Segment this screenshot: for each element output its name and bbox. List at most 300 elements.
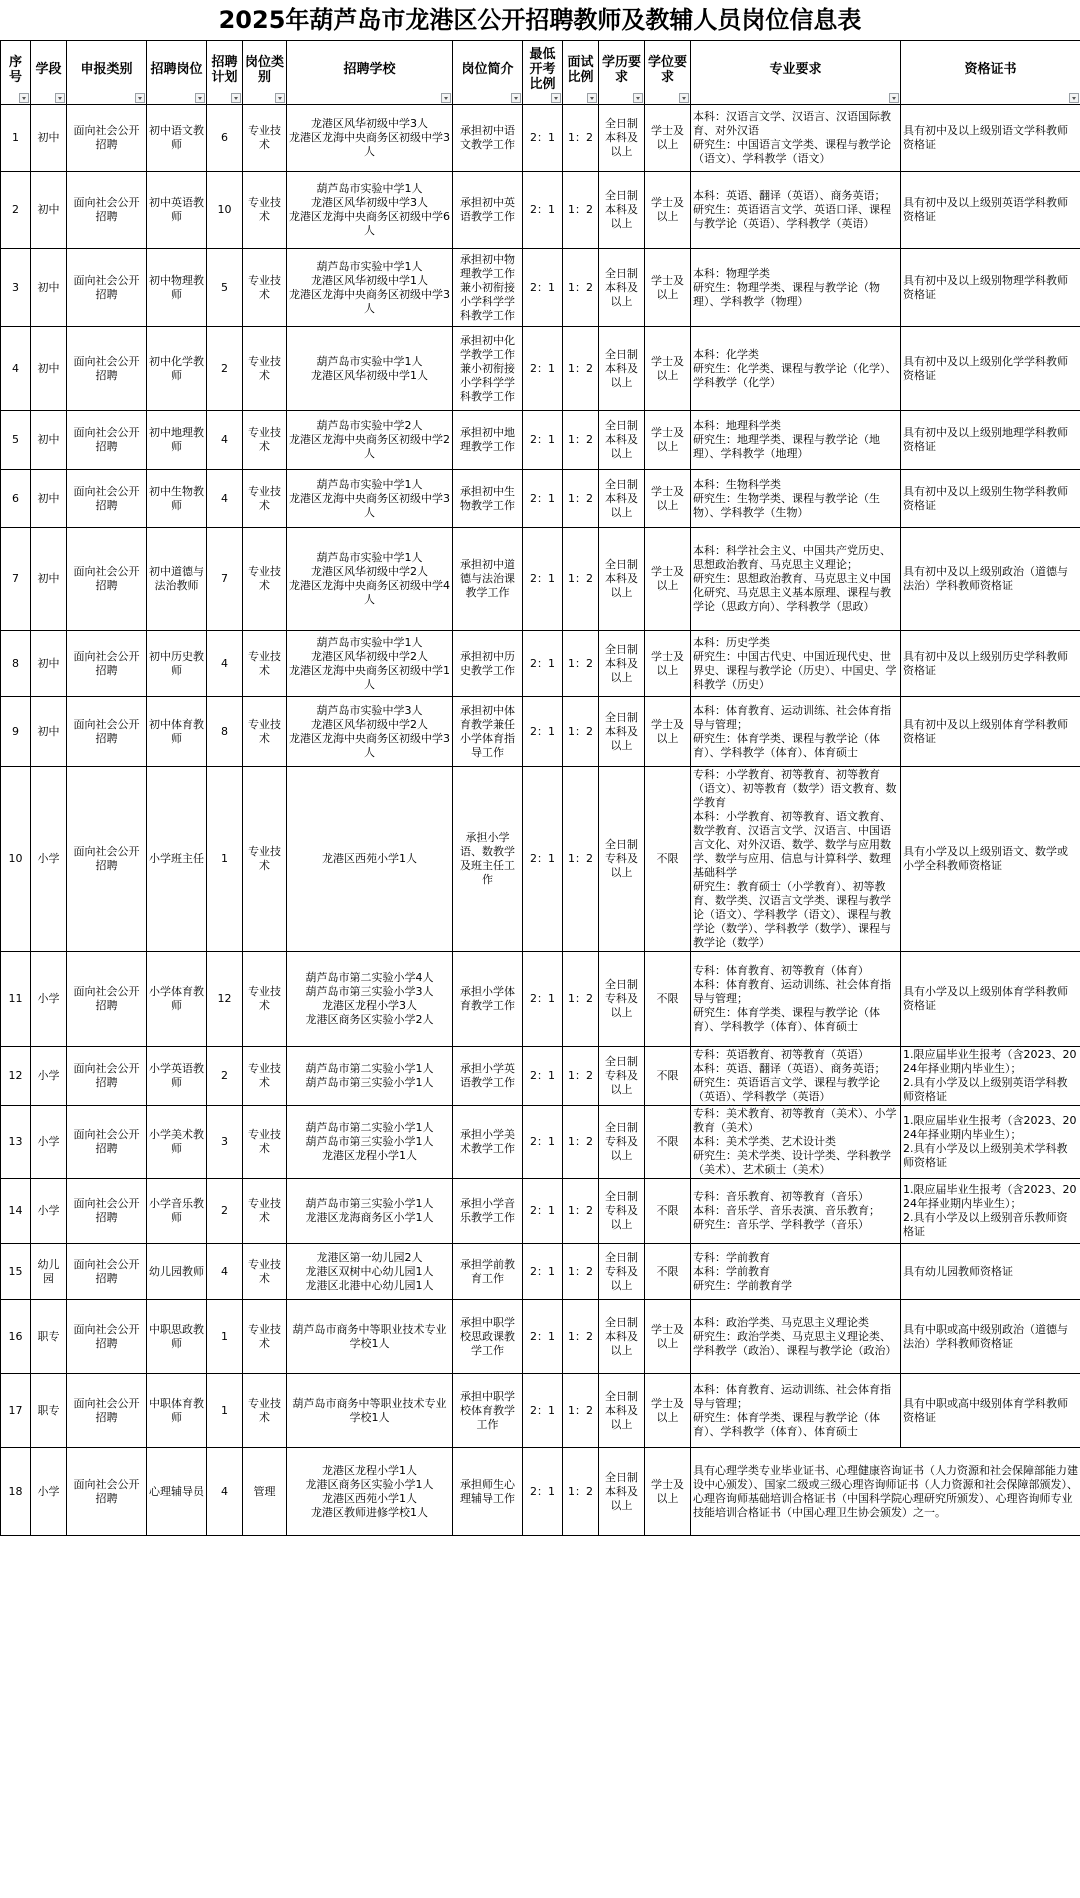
dropdown-filter-icon[interactable] [551, 93, 561, 103]
table-row [1, 1244, 1080, 1300]
table-row [1, 172, 1080, 249]
post-type-cell: 专业技术 [243, 249, 287, 327]
row-number: 13 [1, 1106, 31, 1179]
column-header [147, 41, 207, 105]
intro-cell: 承担初中化学教学工作兼小初衔接小学科学学科教学工作 [453, 327, 523, 411]
column-header-label: 招聘岗位 [150, 62, 203, 77]
intro-cell: 承担初中英语教学工作 [453, 172, 523, 249]
category-cell: 面向社会公开招聘 [67, 1106, 147, 1179]
interview-ratio-cell: 1：2 [563, 767, 599, 952]
school-cell: 葫芦岛市实验中学2人 龙港区龙海中央商务区初级中学2人 [287, 411, 453, 470]
table-row [1, 1047, 1080, 1106]
degree-cell: 学士及以上 [645, 249, 691, 327]
table-row [1, 1448, 1080, 1536]
interview-ratio-cell: 1：2 [563, 1300, 599, 1374]
major-cell: 本科：体育教育、运动训练、社会体育指导与管理； 研究生：体育学类、课程与教学论（体育）、学科教学（体育）、体育硕士 [691, 1374, 901, 1448]
category-cell: 面向社会公开招聘 [67, 952, 147, 1047]
school-cell: 龙港区第一幼儿园2人 龙港区双树中心幼儿园1人 龙港区北港中心幼儿园1人 [287, 1244, 453, 1300]
dropdown-filter-icon[interactable] [511, 93, 521, 103]
stage-cell: 初中 [31, 249, 67, 327]
plan-cell: 2 [207, 1179, 243, 1244]
column-header-label: 学历要求 [601, 54, 641, 85]
min-ratio-cell: 2：1 [523, 1179, 563, 1244]
row-number: 2 [1, 172, 31, 249]
degree-cell: 学士及以上 [645, 411, 691, 470]
post-type-cell: 管理 [243, 1448, 287, 1536]
major-cell: 专科：体育教育、初等教育（体育） 本科：体育教育、运动训练、社会体育指导与管理； 研究生：体育学类、课程与教学论（体育）、学科教学（体育）、体育硕士 [691, 952, 901, 1047]
degree-cell: 学士及以上 [645, 697, 691, 767]
certificate-cell: 1.限应届毕业生报考（含2023、2024年择业期内毕业生）； 2.具有小学及以上级别音乐教师资格证 [901, 1179, 1080, 1244]
education-cell: 全日制本科及以上 [599, 1374, 645, 1448]
intro-cell: 承担中职学校思政课教学工作 [453, 1300, 523, 1374]
row-number: 7 [1, 528, 31, 631]
column-header-label: 申报类别 [80, 62, 133, 77]
major-certificate-cell: 具有心理学类专业毕业证书、心理健康咨询证书（人力资源和社会保障部能力建设中心颁发）、国家二级或三级心理咨询师证书（人力资源和社会保障部颁发）、心理咨询师基础培训合格证书（中国科学院心理研究所颁发）、心理咨询师专业技能培训合格证书（中国心理卫生协会颁发）之一。 [691, 1448, 1080, 1536]
school-cell: 葫芦岛市第二实验小学4人 葫芦岛市第三实验小学3人 龙港区龙程小学3人 龙港区商务区实验小学2人 [287, 952, 453, 1047]
column-header [243, 41, 287, 105]
column-header [1, 41, 31, 105]
education-cell: 全日制本科及以上 [599, 697, 645, 767]
column-header-label: 专业要求 [769, 62, 822, 77]
education-cell: 全日制本科及以上 [599, 327, 645, 411]
dropdown-filter-icon[interactable] [55, 93, 65, 103]
min-ratio-cell: 2：1 [523, 411, 563, 470]
dropdown-filter-icon[interactable] [19, 93, 29, 103]
school-cell: 龙港区龙程小学1人 龙港区商务区实验小学1人 龙港区西苑小学1人 龙港区教师进修学校1人 [287, 1448, 453, 1536]
table-row [1, 411, 1080, 470]
table-row [1, 1179, 1080, 1244]
column-header [523, 41, 563, 105]
min-ratio-cell: 2：1 [523, 172, 563, 249]
min-ratio-cell: 2：1 [523, 952, 563, 1047]
degree-cell: 不限 [645, 1244, 691, 1300]
dropdown-filter-icon[interactable] [275, 93, 285, 103]
dropdown-filter-icon[interactable] [633, 93, 643, 103]
major-cell: 本科：英语、翻译（英语）、商务英语； 研究生：英语语言文学、英语口译、课程与教学论（英语）、学科教学（英语） [691, 172, 901, 249]
category-cell: 面向社会公开招聘 [67, 1179, 147, 1244]
min-ratio-cell: 2：1 [523, 1244, 563, 1300]
category-cell: 面向社会公开招聘 [67, 470, 147, 528]
dropdown-filter-icon[interactable] [135, 93, 145, 103]
post-type-cell: 专业技术 [243, 631, 287, 697]
row-number: 8 [1, 631, 31, 697]
intro-cell: 承担初中道德与法治课教学工作 [453, 528, 523, 631]
intro-cell: 承担小学体育教学工作 [453, 952, 523, 1047]
stage-cell: 小学 [31, 1448, 67, 1536]
category-cell: 面向社会公开招聘 [67, 327, 147, 411]
plan-cell: 5 [207, 249, 243, 327]
degree-cell: 学士及以上 [645, 1300, 691, 1374]
min-ratio-cell: 2：1 [523, 105, 563, 172]
interview-ratio-cell: 1：2 [563, 411, 599, 470]
plan-cell: 4 [207, 1244, 243, 1300]
school-cell: 葫芦岛市实验中学3人 龙港区风华初级中学2人 龙港区龙海中央商务区初级中学3人 [287, 697, 453, 767]
certificate-cell: 具有中职或高中级别政治（道德与法治）学科教师资格证 [901, 1300, 1080, 1374]
degree-cell: 学士及以上 [645, 1374, 691, 1448]
plan-cell: 4 [207, 470, 243, 528]
category-cell: 面向社会公开招聘 [67, 172, 147, 249]
post-cell: 初中语文教师 [147, 105, 207, 172]
row-number: 6 [1, 470, 31, 528]
category-cell: 面向社会公开招聘 [67, 1374, 147, 1448]
post-cell: 小学班主任 [147, 767, 207, 952]
stage-cell: 初中 [31, 697, 67, 767]
certificate-cell: 1.限应届毕业生报考（含2023、2024年择业期内毕业生）； 2.具有小学及以上级别美术学科教师资格证 [901, 1106, 1080, 1179]
school-cell: 葫芦岛市第二实验小学1人 葫芦岛市第三实验小学1人 [287, 1047, 453, 1106]
dropdown-filter-icon[interactable] [587, 93, 597, 103]
post-type-cell: 专业技术 [243, 1179, 287, 1244]
education-cell: 全日制本科及以上 [599, 105, 645, 172]
table-row [1, 767, 1080, 952]
dropdown-filter-icon[interactable] [231, 93, 241, 103]
column-header [691, 41, 901, 105]
post-cell: 小学美术教师 [147, 1106, 207, 1179]
column-header-label: 学位要求 [647, 54, 687, 85]
interview-ratio-cell: 1：2 [563, 952, 599, 1047]
certificate-cell: 具有中职或高中级别体育学科教师资格证 [901, 1374, 1080, 1448]
plan-cell: 6 [207, 105, 243, 172]
major-cell: 本科：政治学类、马克思主义理论类 研究生：政治学类、马克思主义理论类、学科教学（政治）、课程与教学论（政治） [691, 1300, 901, 1374]
education-cell: 全日制专科及以上 [599, 1047, 645, 1106]
intro-cell: 承担师生心理辅导工作 [453, 1448, 523, 1536]
major-cell: 本科：生物科学类 研究生：生物学类、课程与教学论（生物）、学科教学（生物） [691, 470, 901, 528]
min-ratio-cell: 2：1 [523, 697, 563, 767]
post-type-cell: 专业技术 [243, 952, 287, 1047]
row-number: 11 [1, 952, 31, 1047]
min-ratio-cell: 2：1 [523, 1300, 563, 1374]
major-cell: 本科：化学类 研究生：化学类、课程与教学论（化学）、学科教学（化学） [691, 327, 901, 411]
major-cell: 本科：物理学类 研究生：物理学类、课程与教学论（物理）、学科教学（物理） [691, 249, 901, 327]
degree-cell: 学士及以上 [645, 327, 691, 411]
intro-cell: 承担中职学校体育教学工作 [453, 1374, 523, 1448]
column-header-label: 最低开考比例 [529, 47, 556, 92]
category-cell: 面向社会公开招聘 [67, 1448, 147, 1536]
post-type-cell: 专业技术 [243, 1374, 287, 1448]
intro-cell: 承担初中生物教学工作 [453, 470, 523, 528]
interview-ratio-cell: 1：2 [563, 631, 599, 697]
post-cell: 小学英语教师 [147, 1047, 207, 1106]
table-row [1, 952, 1080, 1047]
column-header [207, 41, 243, 105]
degree-cell: 学士及以上 [645, 470, 691, 528]
stage-cell: 职专 [31, 1300, 67, 1374]
education-cell: 全日制专科及以上 [599, 1106, 645, 1179]
post-type-cell: 专业技术 [243, 1244, 287, 1300]
stage-cell: 初中 [31, 327, 67, 411]
education-cell: 全日制本科及以上 [599, 528, 645, 631]
plan-cell: 1 [207, 767, 243, 952]
post-type-cell: 专业技术 [243, 1106, 287, 1179]
row-number: 1 [1, 105, 31, 172]
post-cell: 初中生物教师 [147, 470, 207, 528]
certificate-cell: 具有初中及以上级别英语学科教师资格证 [901, 172, 1080, 249]
min-ratio-cell: 2：1 [523, 631, 563, 697]
stage-cell: 小学 [31, 1106, 67, 1179]
certificate-cell: 具有初中及以上级别体育学科教师资格证 [901, 697, 1080, 767]
column-header-label: 资格证书 [964, 62, 1017, 77]
interview-ratio-cell: 1：2 [563, 327, 599, 411]
interview-ratio-cell: 1：2 [563, 1106, 599, 1179]
table-row [1, 697, 1080, 767]
row-number: 12 [1, 1047, 31, 1106]
category-cell: 面向社会公开招聘 [67, 1047, 147, 1106]
interview-ratio-cell: 1：2 [563, 1047, 599, 1106]
column-header-label: 面试比例 [567, 54, 594, 85]
stage-cell: 小学 [31, 767, 67, 952]
degree-cell: 不限 [645, 952, 691, 1047]
intro-cell: 承担初中物理教学工作兼小初衔接小学科学学科教学工作 [453, 249, 523, 327]
certificate-cell: 具有初中及以上级别生物学科教师资格证 [901, 470, 1080, 528]
major-cell: 专科：学前教育 本科：学前教育 研究生：学前教育学 [691, 1244, 901, 1300]
row-number: 14 [1, 1179, 31, 1244]
table-row [1, 470, 1080, 528]
plan-cell: 1 [207, 1374, 243, 1448]
table-row [1, 631, 1080, 697]
stage-cell: 初中 [31, 470, 67, 528]
degree-cell: 不限 [645, 1106, 691, 1179]
post-type-cell: 专业技术 [243, 767, 287, 952]
major-cell: 本科：汉语言文学、汉语言、汉语国际教育、对外汉语 研究生：中国语言文学类、课程与教学论（语文）、学科教学（语文） [691, 105, 901, 172]
dropdown-filter-icon[interactable] [679, 93, 689, 103]
major-cell: 专科：音乐教育、初等教育（音乐） 本科：音乐学、音乐表演、音乐教育； 研究生：音乐学、学科教学（音乐） [691, 1179, 901, 1244]
major-cell: 专科：小学教育、初等教育、初等教育（语文）、初等教育（数学）语文教育、数学教育 本科：小学教育、初等教育、语文教育、数学教育、汉语言文学、汉语言、中国语言文化、对外汉语、数学、数学与应用数学、数学与应用、信息与计算科学、数理基础科学 研究生：教育硕士（小学教育）、初等教育、数学类、汉语言文学类、课程与教学论（语文）、学科教学（语文）、课程与教学论（数学）、学科教学（数学）、课程与教学论（数学） [691, 767, 901, 952]
post-type-cell: 专业技术 [243, 411, 287, 470]
post-cell: 小学音乐教师 [147, 1179, 207, 1244]
plan-cell: 7 [207, 528, 243, 631]
stage-cell: 小学 [31, 1047, 67, 1106]
post-type-cell: 专业技术 [243, 1300, 287, 1374]
positions-table [0, 40, 1080, 1536]
page-title: 2025年葫芦岛市龙港区公开招聘教师及教辅人员岗位信息表 [218, 6, 862, 34]
post-cell: 初中英语教师 [147, 172, 207, 249]
category-cell: 面向社会公开招聘 [67, 1300, 147, 1374]
min-ratio-cell: 2：1 [523, 249, 563, 327]
column-header [599, 41, 645, 105]
major-cell: 专科：英语教育、初等教育（英语） 本科：英语、翻译（英语）、商务英语； 研究生：英语语言文学、课程与教学论（英语）、学科教学（英语） [691, 1047, 901, 1106]
degree-cell: 学士及以上 [645, 631, 691, 697]
stage-cell: 初中 [31, 105, 67, 172]
post-cell: 心理辅导员 [147, 1448, 207, 1536]
stage-cell: 幼儿园 [31, 1244, 67, 1300]
certificate-cell: 具有初中及以上级别历史学科教师资格证 [901, 631, 1080, 697]
education-cell: 全日制专科及以上 [599, 952, 645, 1047]
dropdown-filter-icon[interactable] [1069, 93, 1079, 103]
row-number: 18 [1, 1448, 31, 1536]
column-header [287, 41, 453, 105]
post-cell: 幼儿园教师 [147, 1244, 207, 1300]
column-header-label: 岗位简介 [461, 62, 514, 77]
table-row [1, 105, 1080, 172]
major-cell: 专科：美术教育、初等教育（美术）、小学教育（美术） 本科：美术学类、艺术设计类 研究生：美术学类、设计学类、学科教学（美术）、艺术硕士（美术） [691, 1106, 901, 1179]
major-cell: 本科：科学社会主义、中国共产党历史、思想政治教育、马克思主义理论； 研究生：思想政治教育、马克思主义中国化研究、马克思主义基本原理、课程与教学论（思政方向）、学科教学（思政） [691, 528, 901, 631]
intro-cell: 承担小学英语教学工作 [453, 1047, 523, 1106]
post-cell: 初中物理教师 [147, 249, 207, 327]
stage-cell: 小学 [31, 952, 67, 1047]
column-header [563, 41, 599, 105]
min-ratio-cell: 2：1 [523, 1374, 563, 1448]
plan-cell: 4 [207, 631, 243, 697]
dropdown-filter-icon[interactable] [441, 93, 451, 103]
certificate-cell: 1.限应届毕业生报考（含2023、2024年择业期内毕业生）； 2.具有小学及以上级别英语学科教师资格证 [901, 1047, 1080, 1106]
degree-cell: 学士及以上 [645, 172, 691, 249]
interview-ratio-cell: 1：2 [563, 1244, 599, 1300]
dropdown-filter-icon[interactable] [195, 93, 205, 103]
education-cell: 全日制专科及以上 [599, 767, 645, 952]
education-cell: 全日制本科及以上 [599, 172, 645, 249]
education-cell: 全日制本科及以上 [599, 470, 645, 528]
plan-cell: 8 [207, 697, 243, 767]
stage-cell: 初中 [31, 172, 67, 249]
row-number: 10 [1, 767, 31, 952]
plan-cell: 3 [207, 1106, 243, 1179]
plan-cell: 4 [207, 1448, 243, 1536]
stage-cell: 小学 [31, 1179, 67, 1244]
row-number: 3 [1, 249, 31, 327]
stage-cell: 初中 [31, 631, 67, 697]
degree-cell: 不限 [645, 1047, 691, 1106]
post-type-cell: 专业技术 [243, 172, 287, 249]
table-row [1, 249, 1080, 327]
post-cell: 初中地理教师 [147, 411, 207, 470]
intro-cell: 承担初中历史教学工作 [453, 631, 523, 697]
plan-cell: 2 [207, 1047, 243, 1106]
table-row [1, 1106, 1080, 1179]
category-cell: 面向社会公开招聘 [67, 105, 147, 172]
category-cell: 面向社会公开招聘 [67, 631, 147, 697]
degree-cell: 学士及以上 [645, 528, 691, 631]
school-cell: 龙港区风华初级中学3人 龙港区龙海中央商务区初级中学3人 [287, 105, 453, 172]
certificate-cell: 具有初中及以上级别化学学科教师资格证 [901, 327, 1080, 411]
post-cell: 中职思政教师 [147, 1300, 207, 1374]
plan-cell: 12 [207, 952, 243, 1047]
category-cell: 面向社会公开招聘 [67, 411, 147, 470]
interview-ratio-cell: 1：2 [563, 172, 599, 249]
degree-cell: 不限 [645, 767, 691, 952]
certificate-cell: 具有小学及以上级别语文、数学或小学全科教师资格证 [901, 767, 1080, 952]
school-cell: 葫芦岛市实验中学1人 龙港区风华初级中学1人 龙港区龙海中央商务区初级中学3人 [287, 249, 453, 327]
interview-ratio-cell: 1：2 [563, 249, 599, 327]
column-header-label: 招聘计划 [211, 54, 238, 85]
certificate-cell: 具有初中及以上级别地理学科教师资格证 [901, 411, 1080, 470]
dropdown-filter-icon[interactable] [889, 93, 899, 103]
education-cell: 全日制本科及以上 [599, 631, 645, 697]
school-cell: 葫芦岛市第二实验小学1人 葫芦岛市第三实验小学1人 龙港区龙程小学1人 [287, 1106, 453, 1179]
column-header-label: 岗位类别 [245, 54, 285, 85]
post-type-cell: 专业技术 [243, 327, 287, 411]
education-cell: 全日制本科及以上 [599, 1448, 645, 1536]
intro-cell: 承担初中地理教学工作 [453, 411, 523, 470]
education-cell: 全日制专科及以上 [599, 1244, 645, 1300]
intro-cell: 承担学前教育工作 [453, 1244, 523, 1300]
interview-ratio-cell: 1：2 [563, 528, 599, 631]
degree-cell: 学士及以上 [645, 105, 691, 172]
table-row [1, 327, 1080, 411]
post-type-cell: 专业技术 [243, 105, 287, 172]
certificate-cell: 具有小学及以上级别体育学科教师资格证 [901, 952, 1080, 1047]
column-header-label: 序号 [8, 54, 22, 85]
certificate-cell: 具有幼儿园教师资格证 [901, 1244, 1080, 1300]
min-ratio-cell: 2：1 [523, 528, 563, 631]
plan-cell: 10 [207, 172, 243, 249]
school-cell: 葫芦岛市实验中学1人 龙港区龙海中央商务区初级中学3人 [287, 470, 453, 528]
school-cell: 葫芦岛市实验中学1人 龙港区风华初级中学1人 [287, 327, 453, 411]
education-cell: 全日制本科及以上 [599, 411, 645, 470]
intro-cell: 承担小学语、数教学及班主任工作 [453, 767, 523, 952]
intro-cell: 承担小学音乐教学工作 [453, 1179, 523, 1244]
column-header [67, 41, 147, 105]
plan-cell: 2 [207, 327, 243, 411]
post-type-cell: 专业技术 [243, 470, 287, 528]
degree-cell: 不限 [645, 1179, 691, 1244]
post-cell: 初中历史教师 [147, 631, 207, 697]
row-number: 15 [1, 1244, 31, 1300]
major-cell: 本科：体育教育、运动训练、社会体育指导与管理； 研究生：体育学类、课程与教学论（体育）、学科教学（体育）、体育硕士 [691, 697, 901, 767]
category-cell: 面向社会公开招聘 [67, 1244, 147, 1300]
major-cell: 本科：历史学类 研究生：中国古代史、中国近现代史、世界史、课程与教学论（历史）、中国史、学科教学（历史） [691, 631, 901, 697]
column-header [645, 41, 691, 105]
certificate-cell: 具有初中及以上级别语文学科教师资格证 [901, 105, 1080, 172]
plan-cell: 1 [207, 1300, 243, 1374]
category-cell: 面向社会公开招聘 [67, 528, 147, 631]
table-row [1, 528, 1080, 631]
interview-ratio-cell: 1：2 [563, 1374, 599, 1448]
intro-cell: 承担初中体育教学兼任小学体育指导工作 [453, 697, 523, 767]
header-row [1, 41, 1080, 105]
post-cell: 初中道德与法治教师 [147, 528, 207, 631]
stage-cell: 初中 [31, 528, 67, 631]
interview-ratio-cell: 1：2 [563, 470, 599, 528]
post-cell: 小学体育教师 [147, 952, 207, 1047]
post-cell: 中职体育教师 [147, 1374, 207, 1448]
category-cell: 面向社会公开招聘 [67, 249, 147, 327]
interview-ratio-cell: 1：2 [563, 1179, 599, 1244]
education-cell: 全日制本科及以上 [599, 1300, 645, 1374]
min-ratio-cell: 2：1 [523, 327, 563, 411]
stage-cell: 职专 [31, 1374, 67, 1448]
degree-cell: 学士及以上 [645, 1448, 691, 1536]
certificate-cell: 具有初中及以上级别物理学科教师资格证 [901, 249, 1080, 327]
school-cell: 龙港区西苑小学1人 [287, 767, 453, 952]
post-type-cell: 专业技术 [243, 1047, 287, 1106]
table-row [1, 1300, 1080, 1374]
interview-ratio-cell: 1：2 [563, 697, 599, 767]
school-cell: 葫芦岛市实验中学1人 龙港区风华初级中学2人 龙港区龙海中央商务区初级中学4人 [287, 528, 453, 631]
intro-cell: 承担小学美术教学工作 [453, 1106, 523, 1179]
certificate-cell: 具有初中及以上级别政治（道德与法治）学科教师资格证 [901, 528, 1080, 631]
min-ratio-cell: 2：1 [523, 1448, 563, 1536]
stage-cell: 初中 [31, 411, 67, 470]
row-number: 5 [1, 411, 31, 470]
row-number: 17 [1, 1374, 31, 1448]
min-ratio-cell: 2：1 [523, 1106, 563, 1179]
min-ratio-cell: 2：1 [523, 767, 563, 952]
school-cell: 葫芦岛市实验中学1人 龙港区风华初级中学3人 龙港区龙海中央商务区初级中学6人 [287, 172, 453, 249]
plan-cell: 4 [207, 411, 243, 470]
post-cell: 初中化学教师 [147, 327, 207, 411]
education-cell: 全日制本科及以上 [599, 249, 645, 327]
column-header [31, 41, 67, 105]
school-cell: 葫芦岛市商务中等职业技术专业学校1人 [287, 1300, 453, 1374]
post-type-cell: 专业技术 [243, 697, 287, 767]
post-cell: 初中体育教师 [147, 697, 207, 767]
row-number: 4 [1, 327, 31, 411]
interview-ratio-cell: 1：2 [563, 1448, 599, 1536]
table-body [1, 105, 1080, 1536]
column-header-label: 招聘学校 [343, 62, 396, 77]
post-type-cell: 专业技术 [243, 528, 287, 631]
school-cell: 葫芦岛市第三实验小学1人 龙港区龙海商务区小学1人 [287, 1179, 453, 1244]
intro-cell: 承担初中语文教学工作 [453, 105, 523, 172]
